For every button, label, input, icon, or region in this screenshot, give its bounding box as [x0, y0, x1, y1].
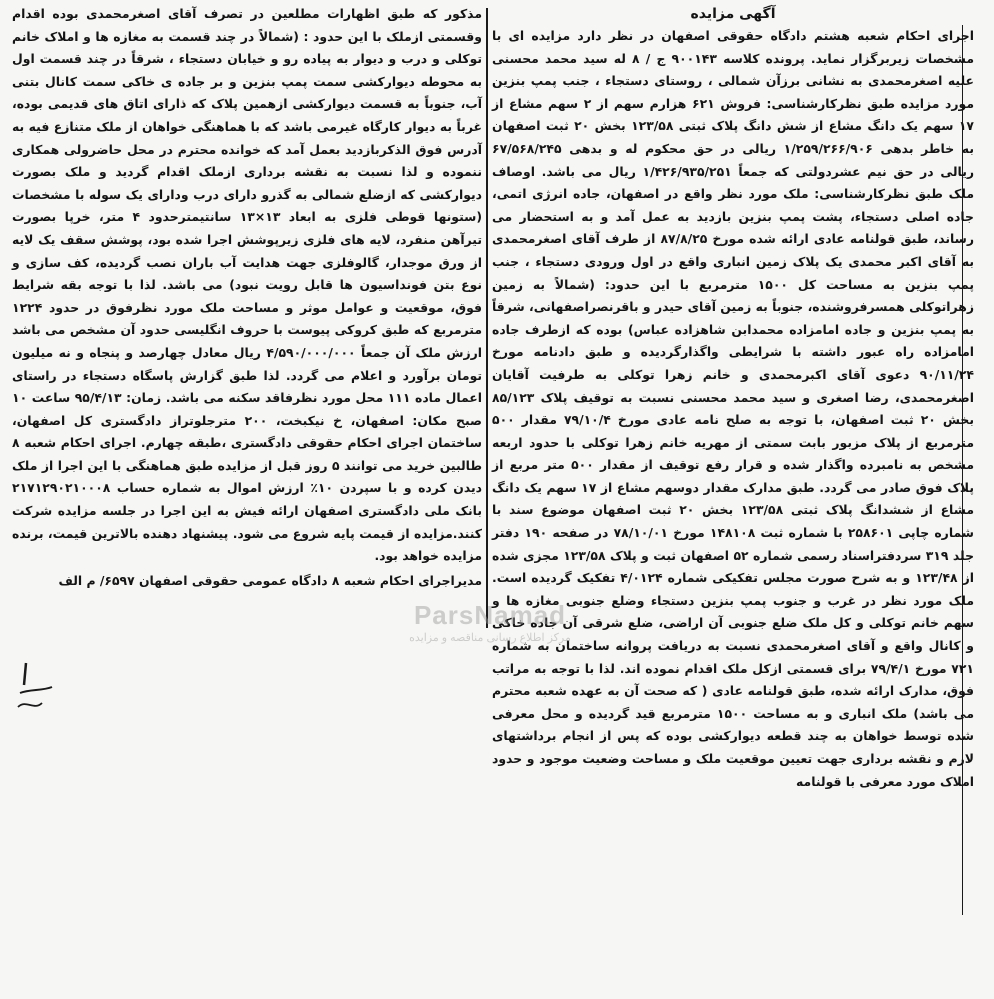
notice-title: آگهی مزایده [690, 6, 776, 22]
right-column [492, 3, 974, 793]
watermark-subtext: مرکز اطلاع رسانی مناقصه و مزایده [409, 632, 571, 644]
handwritten-mark-icon [12, 655, 72, 725]
right-column-text: اجرای احکام شعبه هشتم دادگاه حقوقی اصفهان در نظر دارد مزایده ای با مشخصات زیربرگزار نماید. پرونده کلاسه ۹۰۰۱۴۳ ج / ۸ له سید محمد محسنی علیه اصغرمحمدی به نشانی برزآن شمالی ، روستای دستجاء ، جنب پمپ بنزین مورد مزایده طبق نظرکارشناسی: فروش ۶۲۱ هزارم سهم از ۲ سهم مشاع از ۱۷ سهم یک دانگ مشاع از شش دانگ پلاک ثبتی ۱۲۳/۵۸ بخش ۲۰ ثبت اصفهان به خاطر بدهی ۱/۲۵۹/۲۶۶/۹۰۶ ریالی در حق محکوم له و بدهی ۶۷/۵۶۸/۲۴۵ ریالی در حق نیم عشردولتی که جمعاً ۱/۴۲۶/۹۳۵/۲۵۱ ریال می باشد. اوصاف ملک طبق نظرکارشناسی: ملک مورد نظر واقع در اصفهان، جاده انرژی اتمی، جاده اصلی دستجاء، پشت پمپ بنزین بازدید به عمل آمد و به استحضار می رساند، طبق قولنامه عادی ارائه شده مورخ ۸۷/۸/۲۵ از طرف آقای اصغرمحمدی به آقای اکبر محمدی یک پلاک زمین انباری واقع در اول ورودی دستجاء ، جنب پمپ بنزین به مساحت کل ۱۵۰۰ مترمربع با این حدود: (شمالاً به زمین زهراتوکلی همسرفروشنده، جنوباً به زمین آقای حیدر و باقرنصراصفهانی، شرقاً به پمپ بنزین و جاده امامزاده محمدابن شاهزاده عباس) بوده که ازطرف جاده امامزاده راه عبور داشته با شرایطی واگذارگردیده و طبق دادنامه مورخ ۹۰/۱۱/۲۴ دعوی آقای اکبرمحمدی و خانم زهرا توکلی به طرفیت آقایان اصغرمحمدی، رضا اصغری و سید محمد محسنی نسبت به توقیف پلاک ۸۵/۱۲۳ بخش ۲۰ ثبت اصفهان، با توجه به صلح نامه عادی مورخ ۷۹/۱۰/۴ مقدار ۵۰۰ مترمربع از پلاک مزبور بابت سمتی از مهریه خانم زهرا توکلی با حدود اربعه مشخص به نامبرده واگذار شده و قرار رفع توقیف از مقدار ۵۰۰ متر مربع از پلاک فوق صادر می گردد. طبق مدارک مقدار دوسهم مشاع از ۱۷ سهم یک دانگ مشاع از ششدانگ پلاک ثبتی ۱۲۳/۵۸ بخش ۲۰ ثبت اصفهان موضوع سند با شماره چاپی ۲۵۸۶۰۱ با شماره ثبت ۱۴۸۱۰۸ مورخ ۷۸/۱۰/۰۱ در صفحه ۱۹۰ دفتر جلد ۳۱۹ سردفتراسناد رسمی شماره ۵۲ اصفهان ثبت و پلاک ۱۲۳/۵۸ مجزی شده از ۱۲۳/۴۸ و به شرح صورت مجلس تفکیکی شماره ۴/۰۱۲۴ تفکیک گردیده است. ملک مورد نظر در غرب و جنوب پمپ بنزین دستجاء وضلع جنوبی مغازه ها و سهم خانم توکلی و کل ملک ضلع جنوبی آن اراضی، ضلع شرقی آن جاده خاکی و کانال واقع و آقای اصغرمحمدی نسبت به دریافت پروانه ساختمان به شماره ۷۲۱ مورخ ۷۹/۴/۱ برای قسمتی ازکل ملک اقدام نموده اند. لذا با توجه به مراتب فوق، مدارک ارائه شده، طبق قولنامه عادی ( که صحت آن به عهده شعبه محترم می باشد) ملک انباری و به مساحت ۱۵۰۰ مترمربع قید گردیده و محل معرفی شده توسط خواهان به چند قطعه دیوارکشی بوده که پس از انجام برداشتهای لازم و نقشه برداری جهت تعیین موقعیت ملک و مساحت وضعیت موجود و حدود املاک مورد معرفی با قولنامه [492, 28, 974, 789]
left-column [12, 3, 482, 592]
watermark [360, 600, 620, 660]
column-divider [486, 8, 488, 628]
left-column-text: مذکور که طبق اظهارات مطلعین در تصرف آقای اصغرمحمدی بوده اقدام وقسمتی ازملک با این حدود : (شمالاً در چند قسمت به مغازه ها و املاک خانم توکلی و درب و دیوار به پیاده رو و خیابان دستجاء ، شرقاً در چند قسمت اول به محوطه دیوارکشی سمت پمپ بنزین و بر جاده ی خاکی سمت کانال بتنی آب، جنوباً به قسمت دیوارکشی ازهمین پلاک که ذارای اتاق های قدیمی بوده، غرباً به دیوار کارگاه غیرمی باشد که با هماهنگی خواهان از ملک متنازع فیه به آدرس فوق الذکربازدید بعمل آمد که خوانده محترم در محل حاضرولی همکاری ننموده و لذا نسبت به نقشه برداری ازملک اقدام گردید و ملک بصورت دیوارکشی که ازضلع شمالی به گذرو دارای درب ودارای یک سوله با مشخصات (ستونها قوطی فلزی به ابعاد ۱۳×۱۳ سانتیمترحدود ۴ متر، خرپا بصورت تیرآهن منفرد، لایه های فلزی زیرپوشش اجرا شده بود، پوشش سقف یک لایه از ورق موجدار، گالوفلزی جهت هدایت آب باران نصب گردیده، کف سازی و نوع بتن فونداسیون ها قابل رویت نبود) می باشد. لذا با توجه بقه شرایط فوق، موقعیت و عوامل موثر و مساحت ملک مورد نظرفوق در حدود ۱۲۲۴ مترمربع که طبق کروکی پیوست با حروف انگلیسی حدود آن مشخص می باشد ارزش ملک آن جمعاً ۴/۵۹۰/۰۰۰/۰۰۰ ریال معادل چهارصد و پنجاه و نه میلیون تومان برآورد و اعلام می گردد. لذا طبق گزارش پاسگاه دستجاء در راستای اعمال ماده ۱۱۱ محل مورد نظرفاقد سکنه می باشد. زمان: ۹۵/۴/۱۳ ساعت ۱۰ صبح مکان: اصفهان، خ نیکبخت، ۲۰۰ مترجلوتراز دادگستری کل اصفهان، ساختمان اجرای احکام حقوقی دادگستری ،طبقه چهارم. اجرای احکام شعبه ۸ طالبین خرید می توانند ۵ روز قبل از مزایده طبق هماهنگی با این اجرا از ملک دیدن کرده و با سپردن ۱۰٪ ارزش اموال به شماره حساب ۲۱۷۱۲۹۰۲۱۰۰۰۸ بانک ملی دادگستری اصفهان ارائه فیش به این اجرا در جلسه مزایده شرکت کنند.مزایده از قیمت پایه شروع می شود. پیشنهاد دهنده بالاترین قیمت، برنده مزایده خواهد بود. [12, 6, 482, 564]
watermark-text: ParsNamad [413, 600, 567, 630]
signature-line: مدیراجرای احکام شعبه ۸ دادگاه عمومی حقوقی اصفهان ۶۵۹۷/ م الف [58, 572, 482, 588]
